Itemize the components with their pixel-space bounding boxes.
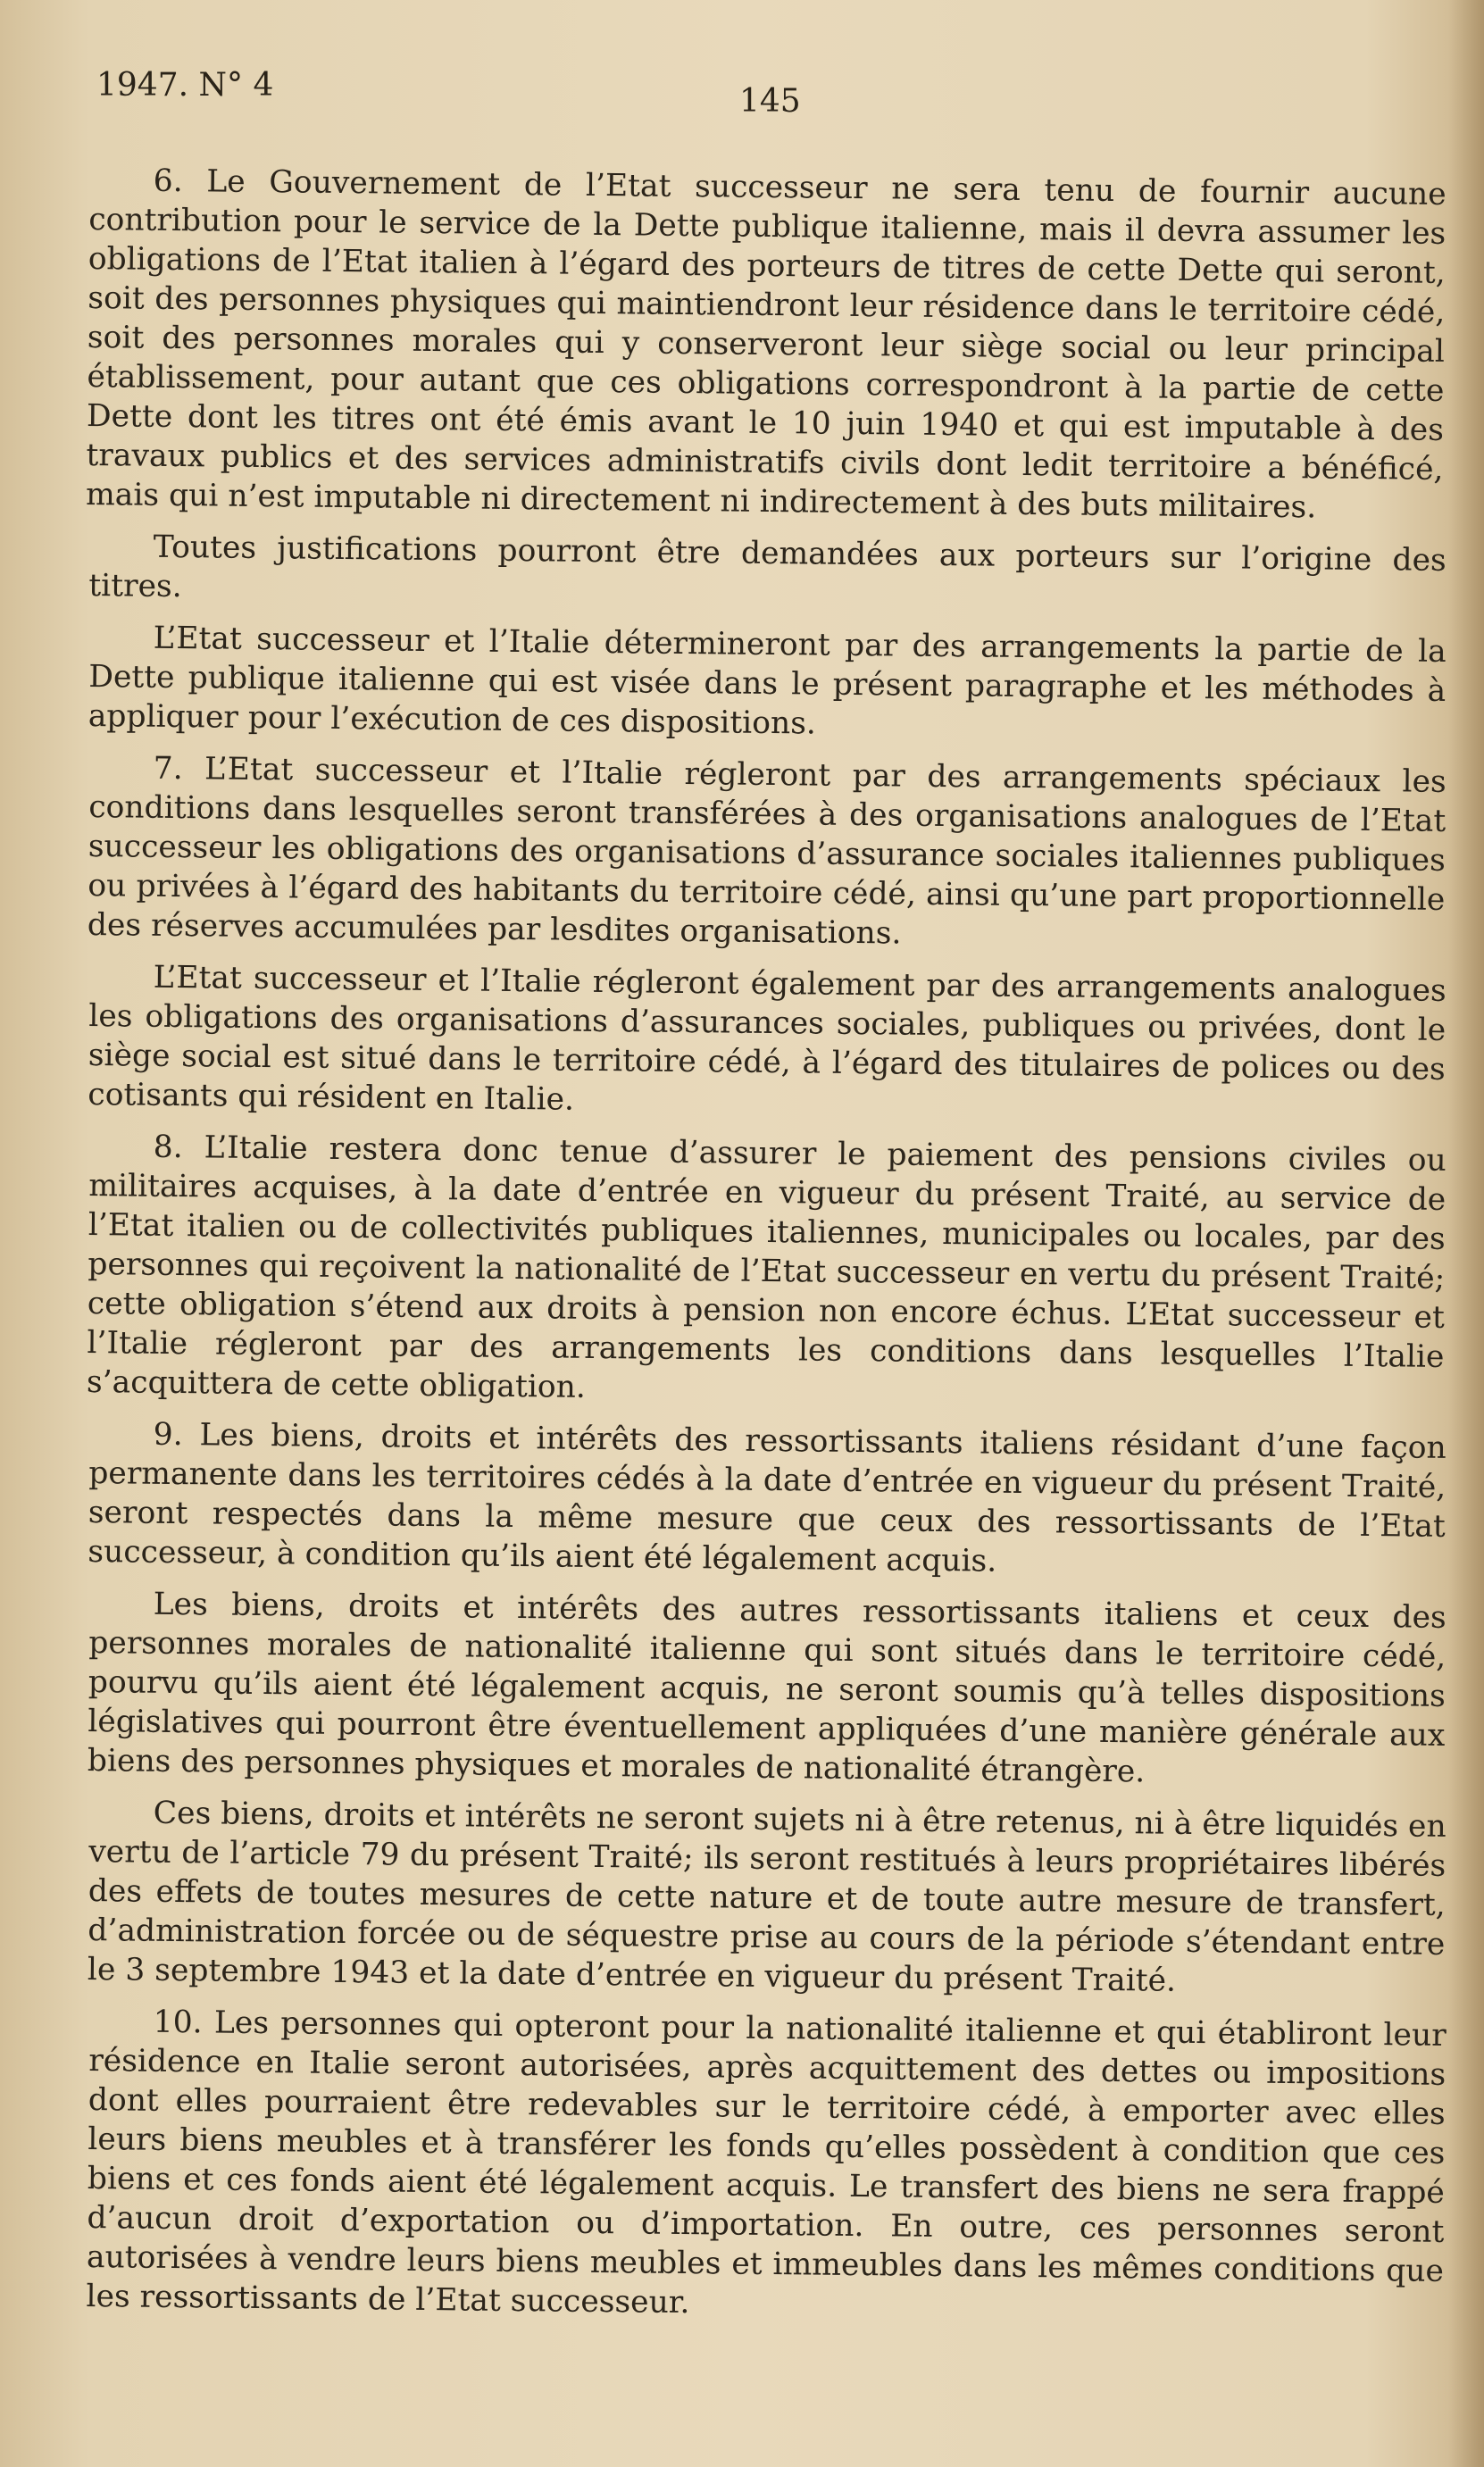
body-text (85, 161, 1446, 2329)
page-header (96, 67, 1436, 138)
paragraph-6: 6. Le Gouvernement de l’Etat successeur ne sera tenu de fournir aucune contribution pour le service de la Dette publique italienne, mais il devra assumer les obligations de l’Etat italien à l’égard des porteurs de titres de cette Dette qui seront, soit des personnes physiques qui maintiendront leur résidence dans le territoire cédé, soit des personnes morales qui y conserveront leur siège social ou leur principal établissement, pour autant que ces obligations correspondront à la partie de cette Dette dont les titres ont été émis avant le 10 juin 1940 et qui est imputable à des travaux publics et des services administratifs civils dont ledit territoire a bénéficé, mais qui n’est imputable ni directement ni indirectement à des buts militaires. (85, 163, 1446, 526)
paragraph-9: 9. Les biens, droits et intérêts des ressortissants italiens résidant d’une façon permanente dans les territoires cédés à la date d’entrée en vigueur du présent Traité, seront respectés dans la même mesure que ceux des ressortissants de l’Etat successeur, à condition qu’ils aient été légalement acquis. (88, 1416, 1446, 1579)
paragraph-9-restitution: Ces biens, droits et intérêts ne seront sujets ni à être retenus, ni à être liquidés en vertu de l’article 79 du présent Traité; ils seront restitués à leurs propriétaires libérés des effets de toutes mesures de cette nature et de toute autre mesure de transfert, d’administration forcée ou de séquestre prise au cours de la période s’étendant entre le 3 septembre 1943 et la date d’entrée en vigueur du présent Traité. (87, 1795, 1446, 1999)
header-year-number: 1947. N° 4 (96, 67, 274, 104)
paragraph-justifications: Toutes justifications pourront être demandées aux porteurs sur l’origine des titres. (88, 529, 1446, 605)
paragraph-10: 10. Les personnes qui opteront pour la nationalité italienne et qui établiront leur résidence en Italie seront autorisées, après acquittement des dettes ou impositions dont elles pourraient être redevables sur le territoire cédé, à emporter avec elles leurs biens meubles et à transférer les fonds qu’elles possèdent à condition que ces biens et ces fonds aient été légalement acquis. Le transfert des biens ne sera frappé d’aucun droit d’exportation ou d’importation. En outre, ces personnes seront autorisées à vendre leurs biens meubles et immeubles dans les mêmes conditions que les ressortissants de l’Etat successeur. (86, 2004, 1446, 2321)
page-number: 145 (739, 83, 801, 120)
paragraph-7: 7. L’Etat successeur et l’Italie régleront par des arrangements spéciaux les conditions dans lesquelles seront transférées à des organisations analogues de l’Etat successeur les obligations des organisations d’assurance sociales italiennes publiques ou privées à l’égard des habitants du territoire cédé, ainsi qu’une part proportionnelle des réserves accumulées par lesdites organisations. (87, 750, 1446, 952)
paragraph-7-assurances: L’Etat successeur et l’Italie régleront également par des arrangements analogues les obligations des organisations d’assurances sociales, publiques ou privées, dont le siège social est situé dans le territoire cédé, à l’égard des titulaires de polices ou des cotisants qui résident en Italie. (88, 959, 1446, 1118)
paragraph-8: 8. L’Italie restera donc tenue d’assurer le paiement des pensions civiles ou militaires acquises, à la date d’entrée en vigueur du présent Traité, au service de l’Etat italien ou de collectivités publiques italiennes, municipales ou locales, par des personnes qui reçoivent la nationalité de l’Etat successeur en vertu du présent Traité; cette obligation s’étend aux droits à pension non encore échus. L’Etat successeur et l’Italie régleront par des arrangements les conditions dans lesquelles l’Italie s’acquittera de cette obligation. (86, 1129, 1446, 1405)
spine-shadow (1448, 0, 1484, 2467)
paragraph-dette-arrangements: L’Etat successeur et l’Italie détermineront par des arrangements la partie de la Dette publique italienne qui est visée dans le présent paragraphe et les méthodes à appliquer pour l’exécution de ces dispositions. (88, 620, 1446, 742)
paragraph-9-autres-biens: Les biens, droits et intérêts des autres ressortissants italiens et ceux des personnes morales de nationalité italienne qui sont situés dans le territoire cédé, pourvu qu’ils aient été légalement acquis, ne seront soumis qu’à telles dispositions législatives qui pourront être éventuellement appliquées d’une manière générale aux biens des personnes physiques et morales de nationalité étrangère. (87, 1586, 1446, 1790)
